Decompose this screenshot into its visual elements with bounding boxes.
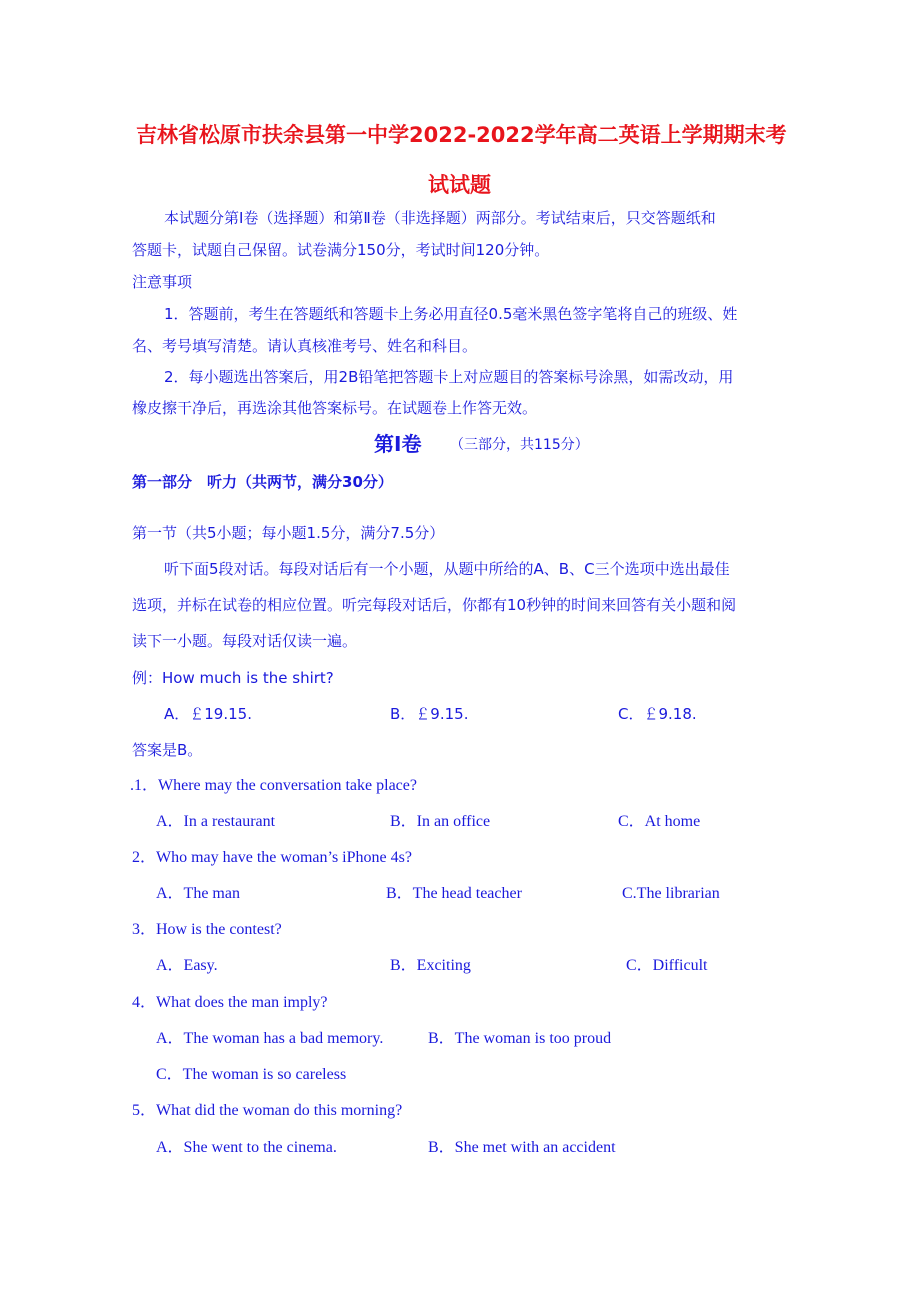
option: A．In a restaurant bbox=[156, 813, 276, 830]
option: A．She went to the cinema. bbox=[156, 1139, 337, 1156]
section-heading: 第一节（共5小题；每小题1.5分，满分7.5分） bbox=[132, 524, 445, 542]
option: C．At home bbox=[618, 813, 701, 830]
option: B．The woman is too proud bbox=[428, 1030, 612, 1047]
question: 3．How is the contest? bbox=[132, 921, 282, 938]
question: 4．What does the man imply? bbox=[132, 994, 328, 1011]
option: A．Easy. bbox=[156, 957, 218, 974]
option: A．The man bbox=[156, 885, 240, 902]
intro-line: 答题卡，试题自己保留。试卷满分150分，考试时间120分钟。 bbox=[132, 241, 550, 259]
intro-line: 本试题分第Ⅰ卷（选择题）和第Ⅱ卷（非选择题）两部分。考试结束后，只交答题纸和 bbox=[164, 209, 716, 227]
example-option: A．￡19.15. bbox=[164, 705, 252, 723]
title-continued: 试试题 bbox=[428, 173, 491, 197]
question: 2．Who may have the woman’s iPhone 4s? bbox=[132, 849, 412, 866]
option: C．Difficult bbox=[626, 957, 708, 974]
note-line: 1．答题前，考生在答题纸和答题卡上务必用直径0.5毫米黑色签字笔将自己的班级、姓 bbox=[164, 305, 738, 323]
instruction-line: 选项，并标在试卷的相应位置。听完每段对话后，你都有10秒钟的时间来回答有关小题和阅 bbox=[132, 596, 737, 614]
question: .1．Where may the conversation take place? bbox=[130, 777, 417, 794]
option: C.The librarian bbox=[622, 885, 720, 902]
option: B．The head teacher bbox=[386, 885, 522, 902]
note-line: 2．每小题选出答案后，用2B铅笔把答题卡上对应题目的答案标号涂黑，如需改动，用 bbox=[164, 368, 734, 386]
notes-heading: 注意事项 bbox=[132, 273, 193, 291]
example-option: B．￡9.15. bbox=[390, 705, 469, 723]
volume-title: 第I卷 bbox=[374, 432, 422, 456]
example-question: 例：How much is the shirt? bbox=[132, 669, 334, 687]
question: 5．What did the woman do this morning? bbox=[132, 1102, 403, 1119]
instruction-line: 听下面5段对话。每段对话后有一个小题，从题中所给的A、B、C三个选项中选出最佳 bbox=[164, 560, 730, 578]
example-option: C．￡9.18. bbox=[618, 705, 697, 723]
option: C．The woman is so careless bbox=[156, 1066, 347, 1083]
option: B．In an office bbox=[390, 813, 491, 830]
volume-note: （三部分，共115分） bbox=[450, 437, 589, 453]
instruction-line: 读下一小题。每段对话仅读一遍。 bbox=[132, 632, 358, 650]
title: 吉林省松原市扶余县第一中学2022-2022学年高二英语上学期期末考 bbox=[136, 123, 787, 147]
note-line: 橡皮擦干净后，再选涂其他答案标号。在试题卷上作答无效。 bbox=[132, 399, 538, 417]
option: A．The woman has a bad memory. bbox=[156, 1030, 384, 1047]
part-heading: 第一部分 听力（共两节，满分30分） bbox=[132, 473, 393, 491]
option: B．She met with an accident bbox=[428, 1139, 616, 1156]
example-answer: 答案是B。 bbox=[132, 741, 203, 759]
note-line: 名、考号填写清楚。请认真核准考号、姓名和科目。 bbox=[132, 337, 478, 355]
option: B．Exciting bbox=[390, 957, 471, 974]
